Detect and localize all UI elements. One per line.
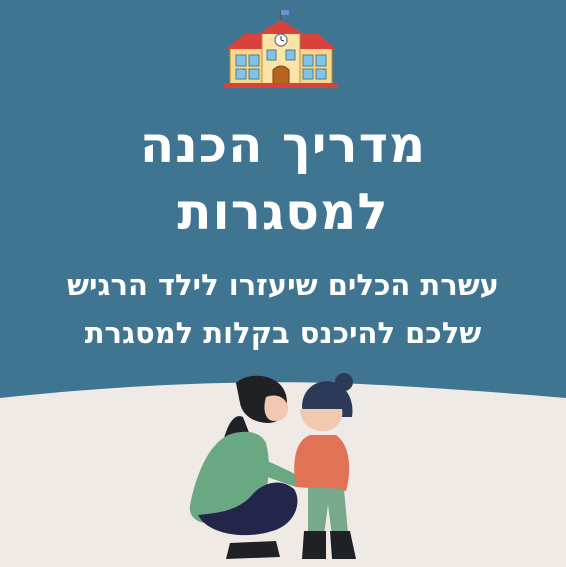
title-line-2: למסגרות	[177, 183, 389, 241]
mother-and-child-illustration	[168, 365, 398, 567]
title-line-1: מדריך הכנה	[139, 116, 427, 174]
school-building-icon	[222, 8, 340, 90]
subtitle-line-2: שלכם להיכנס בקלות למסגרת	[84, 316, 482, 350]
subtitle-line-1: עשרת הכלים שיעזרו לילד הרגיש	[67, 268, 499, 302]
